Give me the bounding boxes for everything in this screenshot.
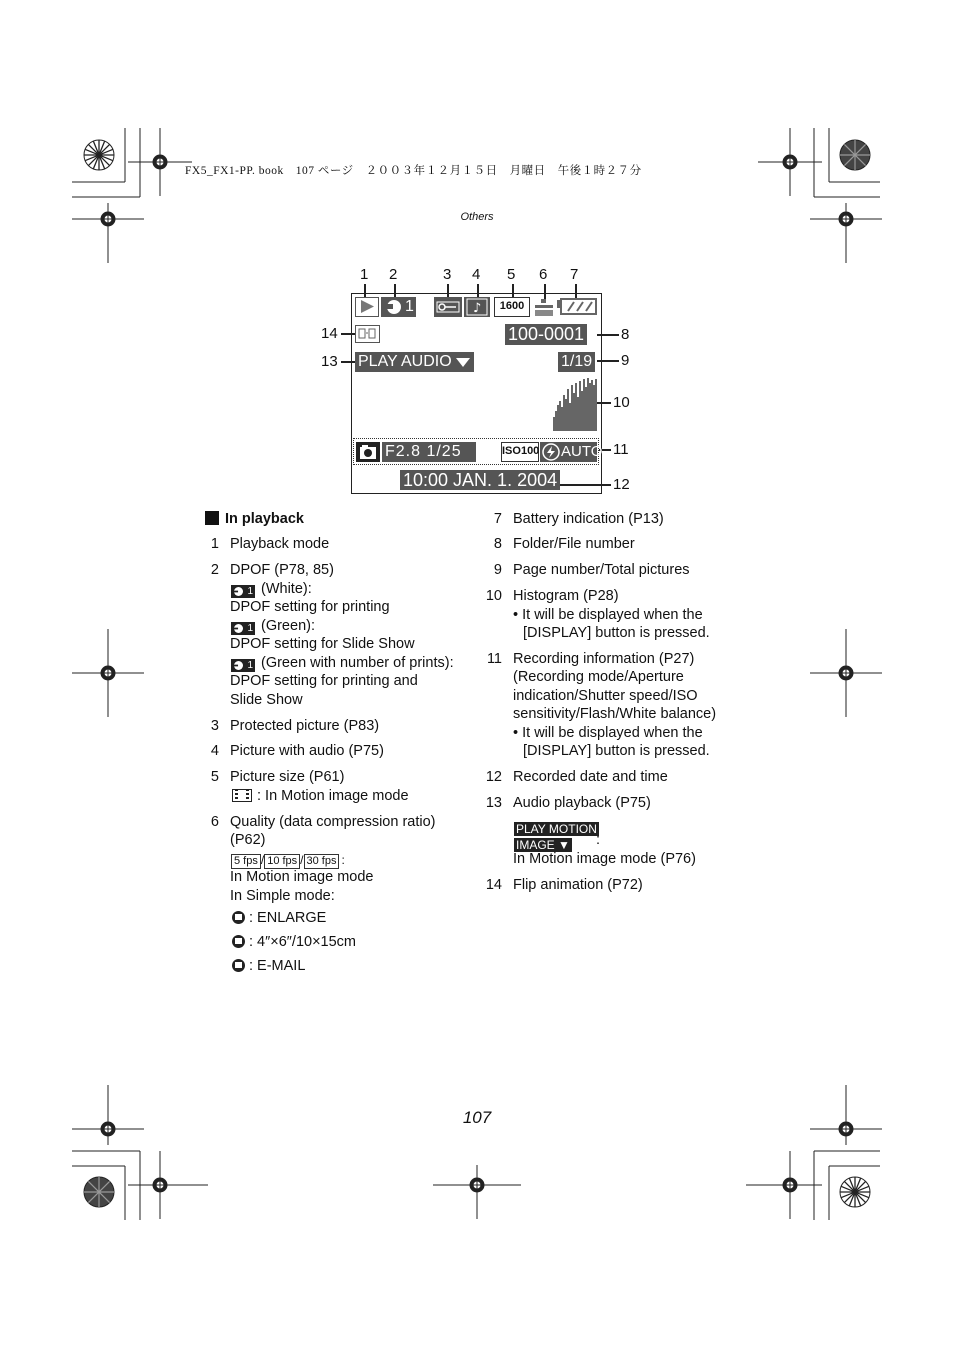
histogram-note-2: [DISPLAY] button is pressed.: [523, 625, 710, 641]
dpof-green-prints-desc: DPOF setting for printing and: [230, 673, 418, 689]
dpof-green-prints-note: 1 (Green with number of prints):: [231, 654, 454, 673]
page-total: 1/19: [558, 352, 595, 372]
camera-mode-icon: [356, 442, 380, 462]
callout-7: 7: [570, 266, 579, 283]
legend-heading: In playback: [225, 511, 304, 527]
callout-6: 6: [539, 266, 548, 283]
heading-square-icon: [205, 511, 219, 525]
dpof-icon: 1: [381, 297, 416, 317]
flip-animation-icon: [355, 325, 380, 343]
list-item-continued: (Recording mode/Aperture: [513, 669, 684, 685]
simple-item-print: : 4″×6″/10×15cm: [232, 933, 356, 952]
print-quality-icon: [232, 935, 245, 948]
recording-note-2: [DISPLAY] button is pressed.: [523, 743, 710, 759]
simple-mode-text: In Simple mode:: [230, 888, 335, 904]
date-time: 10:00 JAN. 1. 2004: [400, 470, 560, 490]
iso-indicator: ISO100: [501, 442, 539, 462]
list-item-continued: indication/Shutter speed/ISO: [513, 688, 698, 704]
fps-options: 5 fps / 10 fps / 30 fps :: [231, 851, 345, 870]
battery-icon: [556, 298, 598, 316]
callout-4: 4: [472, 266, 481, 283]
play-motion-desc: In Motion image mode (P76): [513, 851, 696, 867]
play-motion-label: PLAY MOTION: [516, 822, 597, 836]
dpof-green-desc: DPOF setting for Slide Show: [230, 636, 415, 652]
callout-12: 12: [613, 476, 630, 493]
list-item-continued: (P62): [230, 832, 266, 848]
image-label: IMAGE ▼: [516, 838, 570, 852]
motion-size-note: : In Motion image mode: [232, 787, 409, 806]
motion-mode-text: In Motion image mode: [230, 869, 374, 885]
print-header: FX5_FX1-PP. book 107 ページ ２００３年１２月１５日 月曜日 午後１時２７分: [185, 165, 642, 177]
callout-1: 1: [360, 266, 369, 283]
enlarge-quality-icon: [232, 911, 245, 924]
callout-5: 5: [507, 266, 516, 283]
email-quality-icon: [232, 959, 245, 972]
svg-text:♪: ♪: [473, 301, 482, 316]
callout-3: 3: [443, 266, 452, 283]
film-icon: [232, 789, 252, 802]
dpof-green-prints-desc2: Slide Show: [230, 692, 303, 708]
section-title: Others: [460, 211, 494, 223]
simple-item-enlarge: : ENLARGE: [232, 909, 326, 928]
callout-9: 9: [621, 352, 630, 369]
play-audio-label: PLAY AUDIO: [355, 352, 474, 372]
folder-file-number: 100-0001: [505, 324, 587, 345]
histogram: [552, 377, 598, 431]
play-motion-colon: :: [596, 832, 601, 848]
audio-note-icon: [464, 297, 490, 317]
protect-key-icon: [434, 297, 462, 317]
callout-2: 2: [389, 266, 398, 283]
callout-10: 10: [613, 394, 630, 411]
dpof-green-note: 1 (Green):: [231, 617, 315, 636]
page-number: 107: [462, 1108, 492, 1127]
list-item-continued: sensitivity/Flash/White balance): [513, 706, 717, 722]
recording-note: • It will be displayed when the: [513, 725, 703, 741]
dpof-white-note: 1 (White):: [231, 580, 312, 599]
dpof-icon: 1: [231, 659, 255, 672]
callout-14: 14: [321, 325, 338, 342]
dpof-icon: 1: [231, 622, 255, 635]
dpof-icon: 1: [231, 585, 255, 598]
callout-8: 8: [621, 326, 630, 343]
simple-item-email: : E-MAIL: [232, 957, 305, 976]
callout-11: 11: [613, 441, 629, 458]
histogram-note: • It will be displayed when the: [513, 607, 703, 623]
picture-size-indicator: 1600: [494, 297, 530, 317]
playback-mode-icon: [355, 297, 379, 317]
aperture-shutter: F2.8 1/25: [382, 442, 476, 462]
dpof-white-desc: DPOF setting for printing: [230, 599, 390, 615]
flash-wb-indicator: AUTO: [540, 442, 597, 462]
quality-icon: [533, 298, 555, 317]
callout-13: 13: [321, 353, 338, 370]
